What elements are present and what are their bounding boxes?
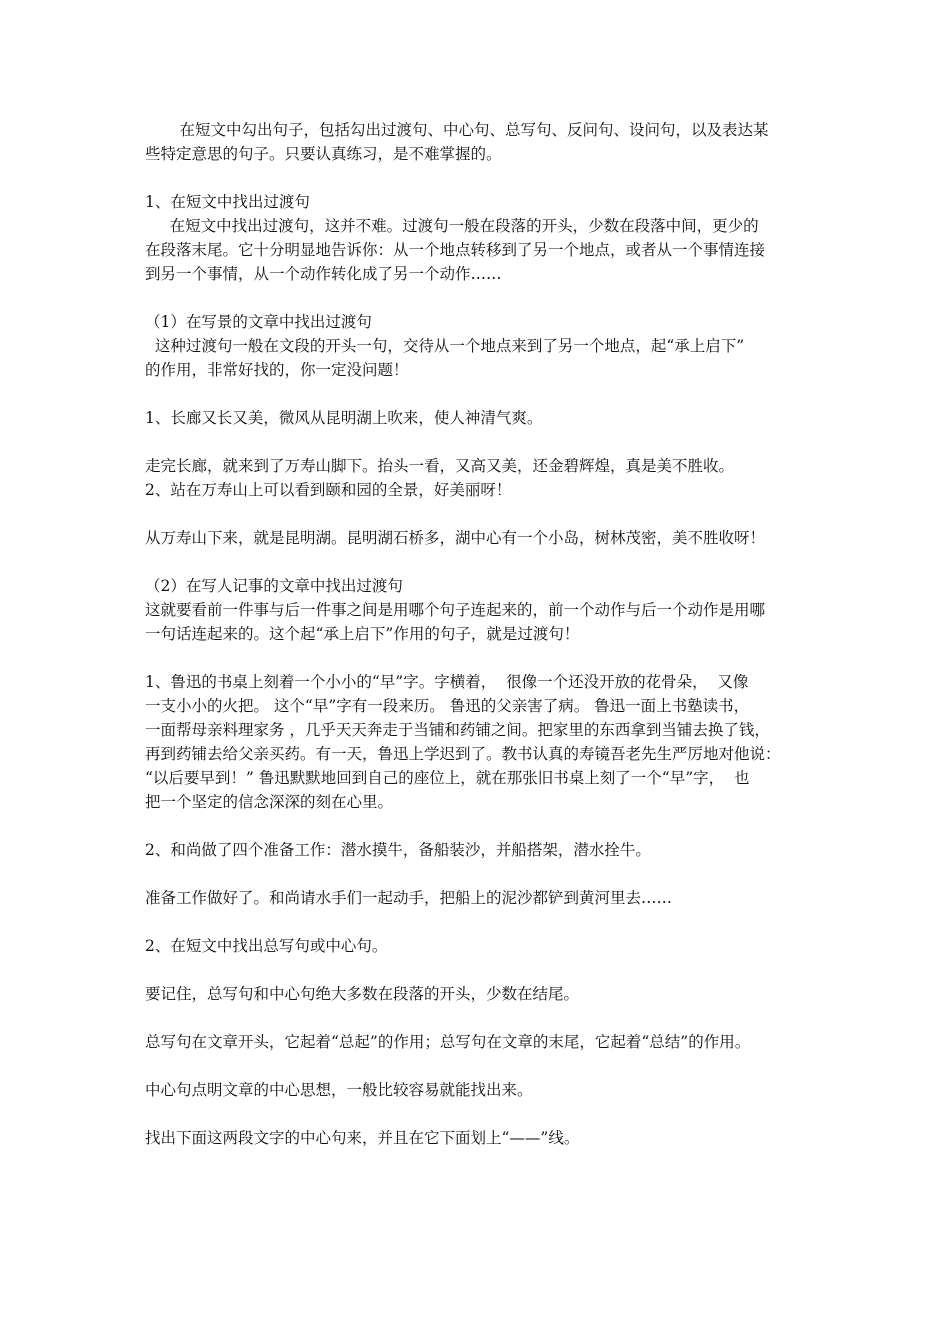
section2-paragraph-1: 要记住，总写句和中心句绝大多数在段落的开头，少数在结尾。 [145, 985, 580, 1003]
sub2-example-2-follow: 准备工作做好了。和尚请水手们一起动手，把船上的泥沙都铲到黄河里去…… [145, 889, 673, 907]
sub1-body-line-2: 的作用，非常好找的，你一定没问题！ [145, 361, 409, 379]
sub1-example-1-follow: 走完长廊，就来到了万寿山脚下。抬头一看，又高又美，还金碧辉煌，真是美不胜收。 [145, 457, 735, 475]
sub2-example-1-line-4: 再到药铺去给父亲买药。有一天，鲁迅上学迟到了。教书认真的寿镜吾老先生严厉地对他说： [145, 745, 781, 763]
sub2-example-1-line-6: 把一个坚定的信念深深的刻在心里。 [145, 793, 394, 811]
intro-line-2: 些特定意思的句子。只要认真练习，是不难掌握的。 [145, 145, 502, 163]
sub2-example-1-line-2: 一支小小的火把。 这个“早”字有一段来历。 鲁迅的父亲害了病。 鲁迅一面上书塾读书， [145, 697, 750, 715]
section2-paragraph-3: 中心句点明文章的中心思想，一般比较容易就能找出来。 [145, 1081, 533, 1099]
sub2-heading: （2）在写人记事的文章中找出过渡句 [145, 577, 403, 595]
sub2-example-1-line-1: 1、鲁迅的书桌上刻着一个小小的“早”字。字横着， 很像一个还没开放的花骨朵， 又像 [145, 673, 749, 691]
section1-heading: 1、在短文中找出过渡句 [145, 193, 310, 211]
sub2-body-line-2: 一句话连起来的。这个起“承上启下”作用的句子，就是过渡句！ [145, 625, 580, 643]
document-page [145, 118, 821, 1150]
sub2-example-1-line-5: “以后要早到！” 鲁迅默默地回到自己的座位上，就在那张旧书桌上刻了一个“早”字， 也 [145, 769, 750, 787]
intro-line-1: 在短文中勾出句子，包括勾出过渡句、中心句、总写句、反问句、设问句，以及表达某 [145, 121, 769, 139]
sub2-example-2: 2、和尚做了四个准备工作：潜水摸牛，备船装沙，并船搭架，潜水拴牛。 [145, 841, 651, 859]
sub1-example-2-follow: 从万寿山下来，就是昆明湖。昆明湖石桥多，湖中心有一个小岛，树林茂密，美不胜收呀！ [145, 529, 766, 547]
section2-paragraph-4: 找出下面这两段文字的中心句来，并且在它下面划上“——”线。 [145, 1129, 580, 1147]
sub1-body-line-1: 这种过渡句一般在文段的开头一句，交待从一个地点来到了另一个地点，起“承上启下” [145, 337, 745, 355]
section2-paragraph-2: 总写句在文章开头，它起着“总起”的作用；总写句在文章的末尾，它起着“总结”的作用。 [145, 1033, 751, 1051]
sub1-heading: （1）在写景的文章中找出过渡句 [145, 313, 372, 331]
sub2-body-line-1: 这就要看前一件事与后一件事之间是用哪个句子连起来的，前一个动作与后一个动作是用哪 [145, 601, 766, 619]
sub2-example-1-line-3: 一面帮母亲料理家务 ，几乎天天奔走于当铺和药铺之间。把家里的东西拿到当铺去换了钱， [145, 721, 770, 739]
section2-heading: 2、在短文中找出总写句或中心句。 [145, 937, 388, 955]
section1-body-line-1: 在短文中找出过渡句，这并不难。过渡句一般在段落的开头，少数在段落中间，更少的 [145, 217, 759, 235]
section1-body-line-3: 到另一个事情，从一个动作转化成了另一个动作…… [145, 265, 502, 283]
section1-body-line-2: 在段落末尾。它十分明显地告诉你：从一个地点转移到了另一个地点，或者从一个事情连接 [145, 241, 766, 259]
sub1-example-1: 1、长廊又长又美，微风从昆明湖上吹来，使人神清气爽。 [145, 409, 543, 427]
sub1-example-2: 2、站在万寿山上可以看到颐和园的全景，好美丽呀！ [145, 481, 512, 499]
